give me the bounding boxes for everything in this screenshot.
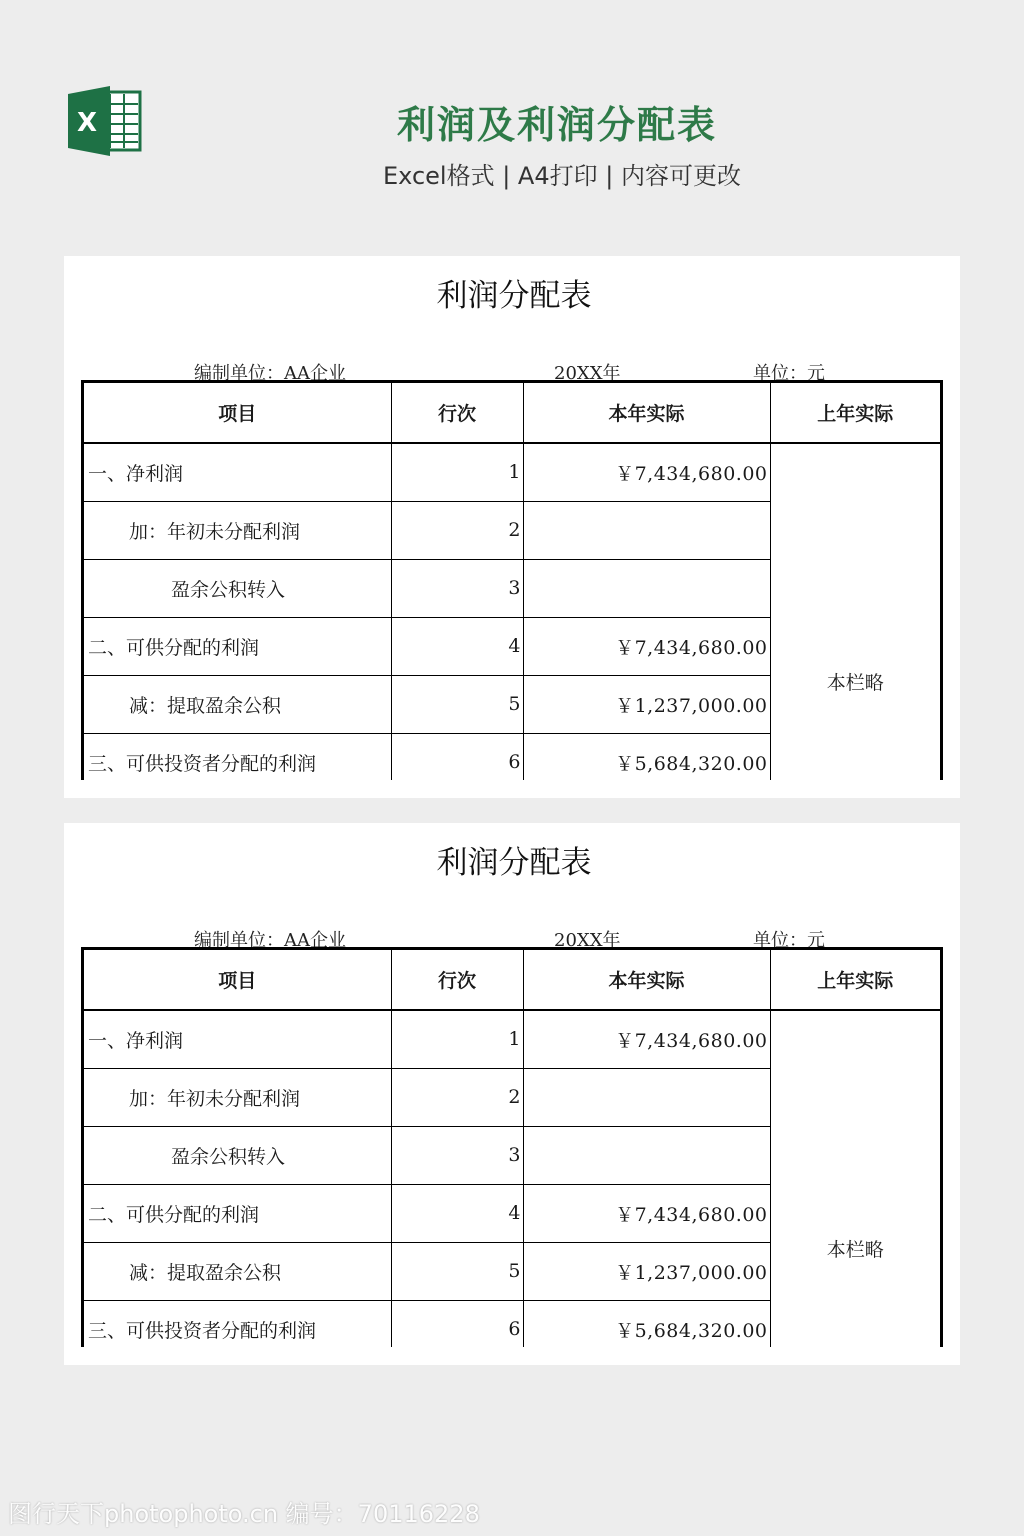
- row-current-amount: ￥7,434,680.00: [523, 1010, 770, 1068]
- row-item-label: 三、可供投资者分配的利润: [84, 733, 391, 780]
- sheet-title: 利润分配表: [436, 278, 592, 314]
- table-header-row: [84, 383, 940, 443]
- column-header-current-year: 本年实际: [523, 950, 770, 1010]
- year-label: 20XX年: [554, 363, 621, 384]
- page-title: 利润及利润分配表: [396, 103, 717, 147]
- row-current-amount: [523, 501, 770, 559]
- row-item-label: 减：提取盈余公积: [84, 1242, 391, 1300]
- row-line-number: 1: [391, 443, 523, 501]
- row-line-number: 6: [391, 733, 523, 780]
- row-current-amount: ￥1,237,000.00: [523, 675, 770, 733]
- excel-logo-letter: X: [76, 108, 98, 138]
- row-line-number: 3: [391, 559, 523, 617]
- org-label: 编制单位：AA企业: [194, 930, 346, 951]
- sheet-preview-2: [64, 823, 960, 1365]
- row-item-label: 加：年初未分配利润: [84, 1068, 391, 1126]
- sheet-preview-1: [64, 256, 960, 798]
- row-current-amount: ￥5,684,320.00: [523, 733, 770, 780]
- column-header-prior-year: 上年实际: [770, 383, 940, 443]
- org-label: 编制单位：AA企业: [194, 363, 346, 384]
- profit-distribution-table: [84, 383, 940, 780]
- row-item-label: 三、可供投资者分配的利润: [84, 1300, 391, 1347]
- row-line-number: 5: [391, 675, 523, 733]
- row-current-amount: ￥7,434,680.00: [523, 617, 770, 675]
- row-current-amount: [523, 1126, 770, 1184]
- profit-table-wrapper: [81, 380, 943, 780]
- row-line-number: 5: [391, 1242, 523, 1300]
- row-line-number: 2: [391, 1068, 523, 1126]
- table-row: [84, 443, 940, 501]
- unit-label: 单位：元: [753, 363, 825, 384]
- column-header-prior-year: 上年实际: [770, 950, 940, 1010]
- row-line-number: 6: [391, 1300, 523, 1347]
- row-line-number: 4: [391, 1184, 523, 1242]
- row-item-label: 盈余公积转入: [84, 559, 391, 617]
- column-header-line: 行次: [391, 950, 523, 1010]
- row-line-number: 1: [391, 1010, 523, 1068]
- row-current-amount: ￥1,237,000.00: [523, 1242, 770, 1300]
- row-line-number: 4: [391, 617, 523, 675]
- row-item-label: 一、净利润: [84, 443, 391, 501]
- column-header-current-year: 本年实际: [523, 383, 770, 443]
- column-header-item: 项目: [84, 950, 391, 1010]
- row-line-number: 3: [391, 1126, 523, 1184]
- profit-distribution-table: [84, 950, 940, 1347]
- table-header-row: [84, 950, 940, 1010]
- watermark: 图行天下photophoto.cn 编号：70116228: [8, 1500, 480, 1528]
- unit-label: 单位：元: [753, 930, 825, 951]
- row-item-label: 一、净利润: [84, 1010, 391, 1068]
- prior-year-note: 本栏略: [826, 672, 884, 694]
- row-item-label: 减：提取盈余公积: [84, 675, 391, 733]
- row-current-amount: ￥7,434,680.00: [523, 443, 770, 501]
- year-label: 20XX年: [554, 930, 621, 951]
- row-item-label: 二、可供分配的利润: [84, 617, 391, 675]
- table-row: [84, 1010, 940, 1068]
- row-item-label: 加：年初未分配利润: [84, 501, 391, 559]
- prior-year-note: 本栏略: [826, 1239, 884, 1261]
- row-item-label: 二、可供分配的利润: [84, 1184, 391, 1242]
- sheet-title: 利润分配表: [436, 845, 592, 881]
- row-current-amount: ￥7,434,680.00: [523, 1184, 770, 1242]
- page-subtitle: Excel格式 | A4打印 | 内容可更改: [383, 162, 741, 190]
- row-line-number: 2: [391, 501, 523, 559]
- row-current-amount: ￥5,684,320.00: [523, 1300, 770, 1347]
- profit-table-wrapper: [81, 947, 943, 1347]
- column-header-item: 项目: [84, 383, 391, 443]
- row-current-amount: [523, 1068, 770, 1126]
- row-item-label: 盈余公积转入: [84, 1126, 391, 1184]
- column-header-line: 行次: [391, 383, 523, 443]
- row-current-amount: [523, 559, 770, 617]
